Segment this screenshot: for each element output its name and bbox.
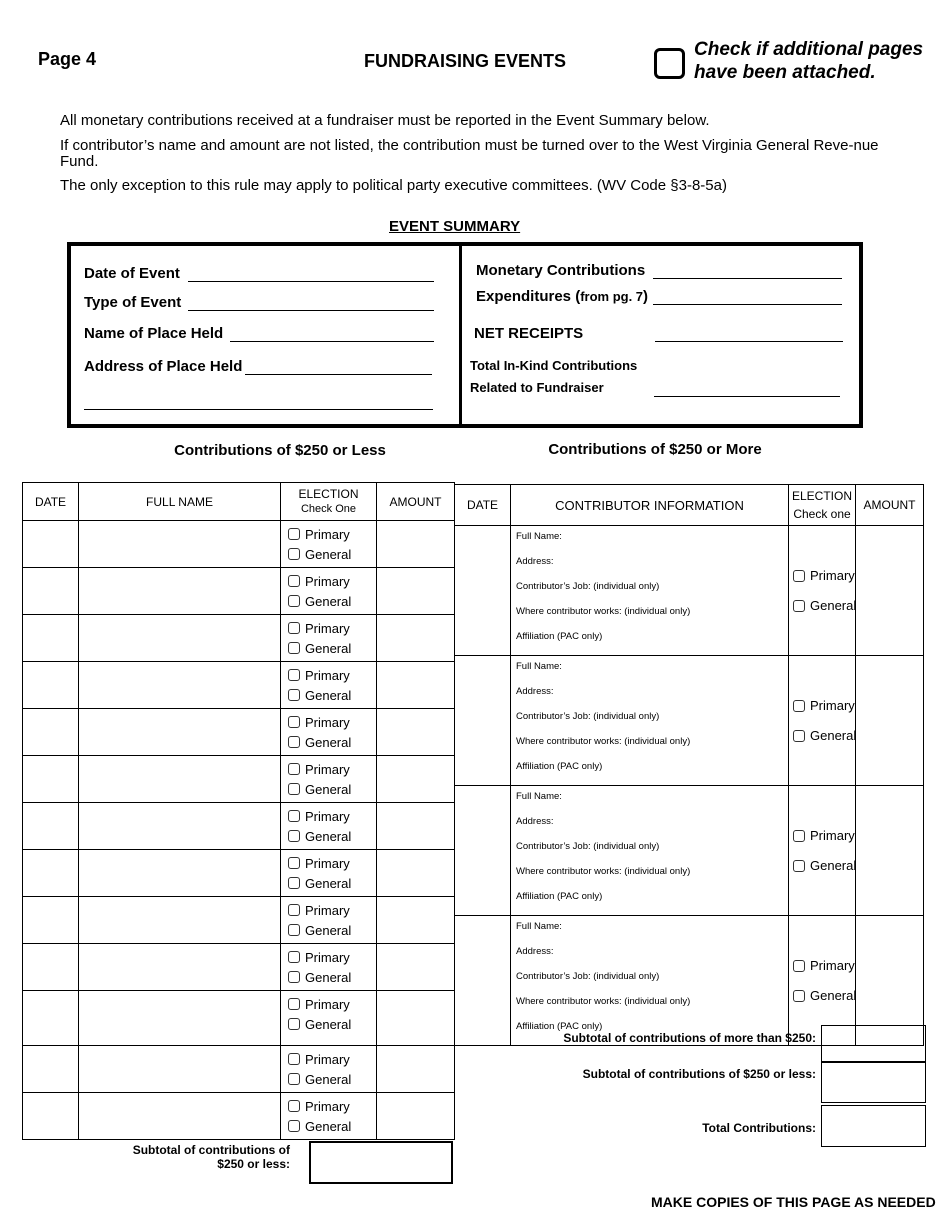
type-of-event-label: Type of Event — [84, 294, 182, 311]
intro-paragraph-3: The only exception to this rule may apply to political party executive committees. (WV Code §3-8-5a) — [60, 177, 727, 194]
place-held-field[interactable] — [230, 325, 434, 342]
election-cell — [281, 1046, 377, 1093]
election-cell — [281, 568, 377, 615]
radio-icon[interactable] — [288, 810, 300, 822]
amount-cell[interactable] — [377, 521, 455, 568]
place-held-label: Name of Place Held — [84, 325, 224, 342]
date-cell[interactable] — [23, 897, 79, 944]
left-col-name: FULL NAME — [79, 483, 281, 521]
event-summary-divider — [459, 242, 462, 428]
additional-pages-checkbox[interactable] — [654, 48, 685, 79]
contributor-info-cell[interactable]: Full Name: Address: Contributor’s Job: (individual only) Where contributor works: (individual only) Affiliation (PAC only) — [511, 786, 789, 916]
primary-option[interactable]: Primary — [288, 900, 376, 920]
right-col-date: DATE — [455, 485, 511, 526]
date-cell[interactable] — [23, 991, 79, 1046]
election-cell — [281, 756, 377, 803]
date-cell[interactable] — [23, 615, 79, 662]
radio-icon[interactable] — [793, 860, 805, 872]
contributor-info-cell[interactable]: Full Name: Address: Contributor’s Job: (individual only) Where contributor works: (individual only) Affiliation (PAC only) — [511, 526, 789, 656]
table-row — [23, 521, 455, 568]
full-name-cell[interactable] — [79, 803, 281, 850]
election-cell — [281, 944, 377, 991]
table-row — [23, 615, 455, 662]
left-subtotal-box[interactable] — [309, 1141, 453, 1184]
general-option[interactable]: General — [288, 685, 376, 705]
full-name-cell[interactable] — [79, 709, 281, 756]
amount-cell[interactable] — [856, 526, 924, 656]
expenditures-field[interactable] — [653, 288, 842, 305]
radio-icon[interactable] — [288, 830, 300, 842]
election-cell — [281, 803, 377, 850]
general-option[interactable]: General — [793, 591, 855, 621]
page-title: FUNDRAISING EVENTS — [363, 51, 567, 71]
radio-icon[interactable] — [793, 960, 805, 972]
intro-paragraph-2: If contributor’s name and amount are not listed, the contribution must be turned over to the West Virginia General Reve-nue Fund. — [60, 137, 879, 170]
radio-icon[interactable] — [288, 1018, 300, 1030]
amount-cell[interactable] — [377, 991, 455, 1046]
subtotal-more-box[interactable] — [821, 1025, 926, 1062]
radio-icon[interactable] — [288, 689, 300, 701]
primary-option[interactable]: Primary — [793, 951, 855, 981]
table-row — [23, 662, 455, 709]
left-subtotal-label: Subtotal of contributions of $250 or less: — [132, 1143, 290, 1171]
general-option[interactable]: General — [288, 544, 376, 564]
date-cell[interactable] — [23, 568, 79, 615]
primary-option[interactable]: Primary — [288, 665, 376, 685]
election-cell — [281, 991, 377, 1046]
type-of-event-field[interactable] — [188, 294, 434, 311]
primary-option[interactable]: Primary — [288, 806, 376, 826]
table-row — [23, 944, 455, 991]
election-cell — [281, 850, 377, 897]
date-cell[interactable] — [23, 662, 79, 709]
right-col-amount: AMOUNT — [856, 485, 924, 526]
radio-icon[interactable] — [793, 600, 805, 612]
date-cell[interactable] — [23, 521, 79, 568]
primary-option[interactable]: Primary — [288, 524, 376, 544]
table-row — [23, 1093, 455, 1140]
radio-icon[interactable] — [793, 830, 805, 842]
table-row — [23, 850, 455, 897]
radio-icon[interactable] — [288, 528, 300, 540]
full-name-cell[interactable] — [79, 1093, 281, 1140]
full-name-cell[interactable] — [79, 1046, 281, 1093]
radio-icon[interactable] — [793, 730, 805, 742]
radio-icon[interactable] — [288, 877, 300, 889]
radio-icon[interactable] — [288, 951, 300, 963]
full-name-cell[interactable] — [79, 991, 281, 1046]
full-name-cell[interactable] — [79, 944, 281, 991]
radio-icon[interactable] — [288, 548, 300, 560]
radio-icon[interactable] — [288, 1053, 300, 1065]
contributor-info-cell[interactable]: Full Name: Address: Contributor’s Job: (individual only) Where contributor works: (individual only) Affiliation (PAC only) — [511, 916, 789, 1046]
amount-cell[interactable] — [377, 850, 455, 897]
address-held-field-2[interactable] — [84, 393, 433, 410]
table-row — [23, 991, 455, 1046]
date-cell[interactable] — [455, 916, 511, 1046]
date-cell[interactable] — [455, 526, 511, 656]
address-held-label: Address of Place Held — [84, 358, 243, 375]
date-cell[interactable] — [455, 656, 511, 786]
table-row — [455, 786, 924, 916]
table-row — [455, 526, 924, 656]
full-name-cell[interactable] — [79, 521, 281, 568]
general-option[interactable]: General — [793, 981, 855, 1011]
radio-icon[interactable] — [288, 622, 300, 634]
amount-cell[interactable] — [377, 897, 455, 944]
net-receipts-label: NET RECEIPTS — [474, 325, 584, 342]
radio-icon[interactable] — [288, 669, 300, 681]
date-cell[interactable] — [23, 709, 79, 756]
amount-cell[interactable] — [377, 615, 455, 662]
monetary-contributions-field[interactable] — [653, 262, 842, 279]
expenditures-label: Expenditures (from pg. 7) — [476, 288, 649, 305]
right-table-heading: Contributions of $250 or More — [548, 441, 762, 458]
radio-icon[interactable] — [288, 1100, 300, 1112]
election-cell — [281, 662, 377, 709]
general-option[interactable]: General — [288, 638, 376, 658]
table-row — [23, 568, 455, 615]
date-cell[interactable] — [455, 786, 511, 916]
amount-cell[interactable] — [377, 1046, 455, 1093]
address-held-field[interactable] — [245, 358, 432, 375]
radio-icon[interactable] — [288, 763, 300, 775]
left-table-heading: Contributions of $250 or Less — [174, 442, 386, 459]
radio-icon[interactable] — [288, 1120, 300, 1132]
election-cell — [281, 709, 377, 756]
election-cell — [789, 786, 856, 916]
radio-icon[interactable] — [288, 716, 300, 728]
primary-option[interactable]: Primary — [288, 947, 376, 967]
radio-icon[interactable] — [288, 998, 300, 1010]
net-receipts-field[interactable] — [655, 325, 843, 342]
radio-icon[interactable] — [288, 971, 300, 983]
full-name-cell[interactable] — [79, 568, 281, 615]
date-of-event-label: Date of Event — [84, 265, 180, 282]
inkind-label-1: Total In-Kind Contributions — [470, 358, 638, 373]
primary-option[interactable]: Primary — [288, 853, 376, 873]
amount-cell[interactable] — [377, 756, 455, 803]
full-name-cell[interactable] — [79, 615, 281, 662]
table-row — [23, 1046, 455, 1093]
table-row — [23, 897, 455, 944]
amount-cell[interactable] — [856, 786, 924, 916]
additional-pages-label: Check if additional pages have been attached. — [694, 39, 924, 83]
radio-icon[interactable] — [288, 595, 300, 607]
table-row — [23, 803, 455, 850]
monetary-contributions-label: Monetary Contributions — [476, 262, 646, 279]
amount-cell[interactable] — [377, 709, 455, 756]
amount-cell[interactable] — [377, 803, 455, 850]
subtotal-less-label: Subtotal of contributions of $250 or less: — [582, 1067, 816, 1081]
election-cell — [789, 526, 856, 656]
date-cell[interactable] — [23, 850, 79, 897]
total-contributions-box[interactable] — [821, 1105, 926, 1147]
full-name-cell[interactable] — [79, 850, 281, 897]
amount-cell[interactable] — [377, 568, 455, 615]
radio-icon[interactable] — [288, 736, 300, 748]
primary-option[interactable]: Primary — [288, 712, 376, 732]
date-cell[interactable] — [23, 756, 79, 803]
amount-cell[interactable] — [856, 656, 924, 786]
page-number: Page 4 — [38, 49, 97, 69]
intro-paragraph-1: All monetary contributions received at a fundraiser must be reported in the Event Summary below. — [60, 112, 710, 129]
primary-option[interactable]: Primary — [793, 691, 855, 721]
date-cell[interactable] — [23, 1046, 79, 1093]
election-cell — [281, 897, 377, 944]
table-row — [23, 709, 455, 756]
general-option[interactable]: General — [288, 920, 376, 940]
subtotal-less-box[interactable] — [821, 1062, 926, 1103]
left-col-election: ELECTION Check One — [281, 483, 377, 521]
primary-option[interactable]: Primary — [288, 1096, 376, 1116]
amount-cell[interactable] — [377, 944, 455, 991]
general-option[interactable]: General — [288, 591, 376, 611]
election-cell — [281, 521, 377, 568]
radio-icon[interactable] — [793, 700, 805, 712]
footer-note: MAKE COPIES OF THIS PAGE AS NEEDED — [651, 1194, 936, 1210]
election-cell — [281, 1093, 377, 1140]
radio-icon[interactable] — [793, 570, 805, 582]
inkind-label-2: Related to Fundraiser — [470, 380, 604, 395]
radio-icon[interactable] — [288, 575, 300, 587]
right-col-election: ELECTION Check one — [789, 485, 856, 526]
date-of-event-field[interactable] — [188, 265, 434, 282]
general-option[interactable]: General — [288, 967, 376, 987]
general-option[interactable]: General — [288, 1069, 376, 1089]
radio-icon[interactable] — [288, 642, 300, 654]
primary-option[interactable]: Primary — [288, 571, 376, 591]
primary-option[interactable]: Primary — [288, 618, 376, 638]
amount-cell[interactable] — [377, 1093, 455, 1140]
date-cell[interactable] — [23, 803, 79, 850]
radio-icon[interactable] — [288, 857, 300, 869]
general-option[interactable]: General — [288, 1014, 376, 1034]
primary-option[interactable]: Primary — [288, 994, 376, 1014]
date-cell[interactable] — [23, 1093, 79, 1140]
small-contributions-table — [22, 482, 455, 1140]
radio-icon[interactable] — [288, 904, 300, 916]
general-option[interactable]: General — [793, 721, 855, 751]
left-col-amount: AMOUNT — [377, 483, 455, 521]
election-cell — [281, 615, 377, 662]
table-row — [23, 756, 455, 803]
full-name-cell[interactable] — [79, 662, 281, 709]
inkind-field[interactable] — [654, 380, 840, 397]
left-col-date: DATE — [23, 483, 79, 521]
amount-cell[interactable] — [377, 662, 455, 709]
date-cell[interactable] — [23, 944, 79, 991]
general-option[interactable]: General — [793, 851, 855, 881]
general-option[interactable]: General — [288, 732, 376, 752]
radio-icon[interactable] — [793, 990, 805, 1002]
table-row — [455, 656, 924, 786]
total-contributions-label: Total Contributions: — [702, 1121, 816, 1135]
general-option[interactable]: General — [288, 826, 376, 846]
election-cell — [789, 656, 856, 786]
primary-option[interactable]: Primary — [793, 821, 855, 851]
primary-option[interactable]: Primary — [793, 561, 855, 591]
large-contributions-table — [454, 484, 924, 1046]
event-summary-title: EVENT SUMMARY — [389, 218, 521, 235]
general-option[interactable]: General — [288, 779, 376, 799]
primary-option[interactable]: Primary — [288, 1049, 376, 1069]
subtotal-more-label: Subtotal of contributions of more than $250: — [563, 1031, 816, 1045]
right-col-info: CONTRIBUTOR INFORMATION — [511, 485, 789, 526]
full-name-cell[interactable] — [79, 756, 281, 803]
primary-option[interactable]: Primary — [288, 759, 376, 779]
radio-icon[interactable] — [288, 783, 300, 795]
radio-icon[interactable] — [288, 924, 300, 936]
contributor-info-cell[interactable]: Full Name: Address: Contributor’s Job: (individual only) Where contributor works: (individual only) Affiliation (PAC only) — [511, 656, 789, 786]
radio-icon[interactable] — [288, 1073, 300, 1085]
general-option[interactable]: General — [288, 1116, 376, 1136]
general-option[interactable]: General — [288, 873, 376, 893]
full-name-cell[interactable] — [79, 897, 281, 944]
